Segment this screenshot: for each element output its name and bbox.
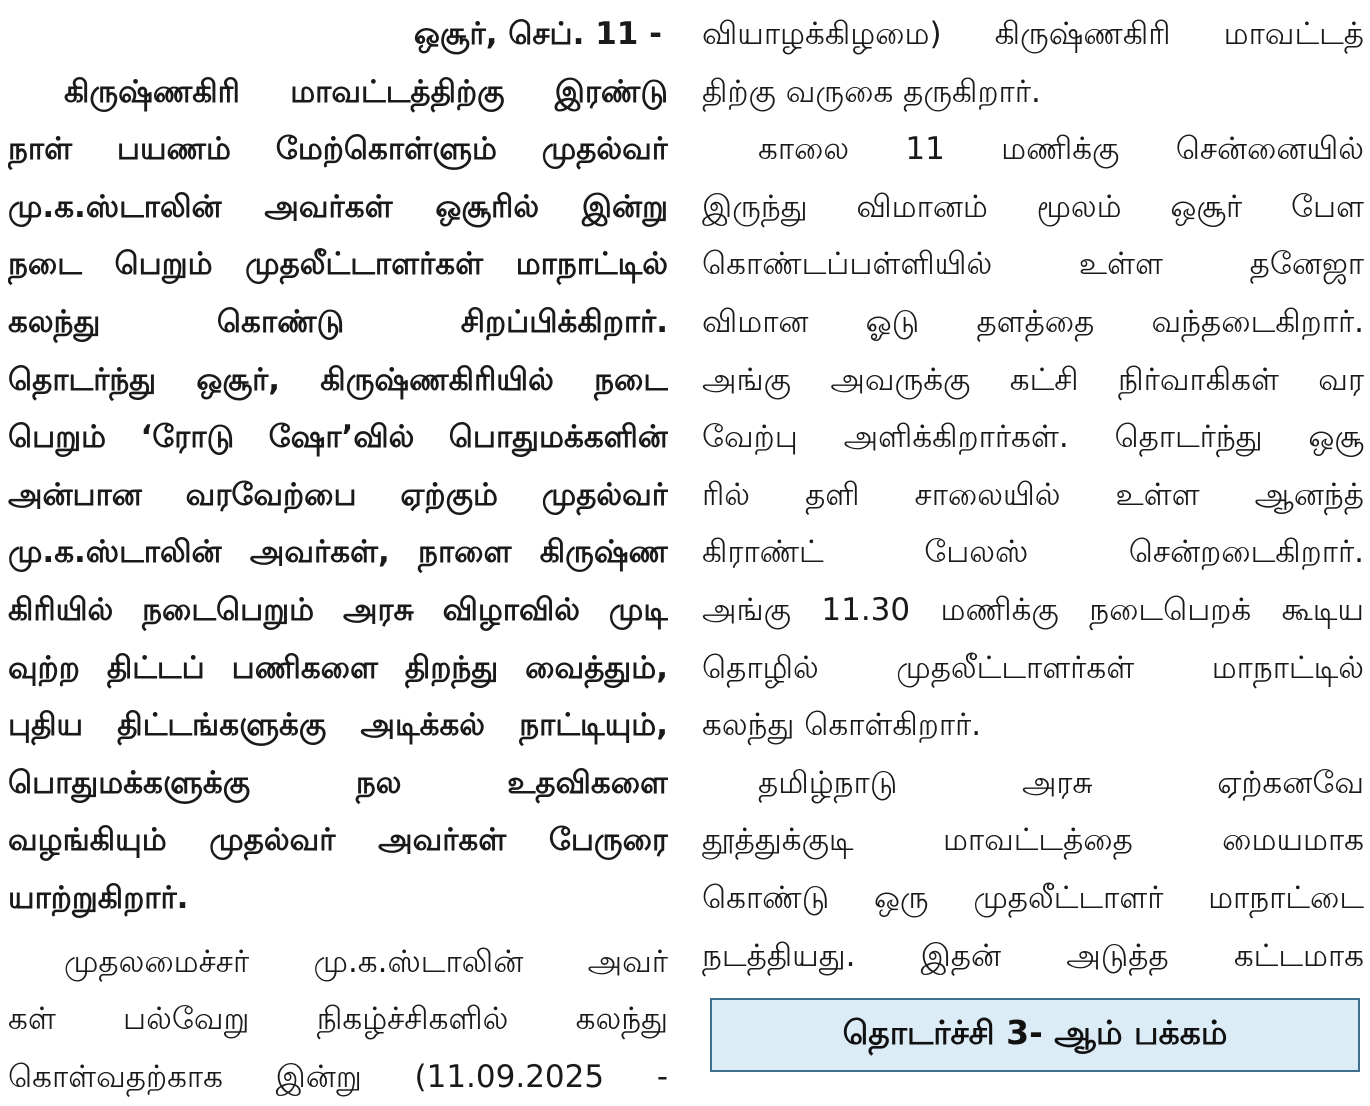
body-line: கொண்டு ஒரு முதலீட்டாளர் மாநாட்டை <box>702 879 1364 916</box>
body-line: திற்கு வருகை தருகிறார். <box>702 73 1041 110</box>
body-line: விமான ஓடு தளத்தை வந்தடைகிறார். <box>702 303 1364 340</box>
body-line: அங்கு 11.30 மணிக்கு நடைபெறக் கூடிய <box>702 591 1364 628</box>
continuation-label: தொடர்ச்சி 3- ஆம் பக்கம் <box>842 1013 1228 1052</box>
lead-line: யாற்றுகிறார். <box>8 879 189 916</box>
body-line: அங்கு அவருக்கு கட்சி நிர்வாகிகள் வர <box>702 361 1364 398</box>
body-line: கள் பல்வேறு நிகழ்ச்சிகளில் கலந்து <box>8 1001 668 1038</box>
body-line: காலை 11 மணிக்கு சென்னையில் <box>758 131 1364 168</box>
body-line: ரில் தளி சாலையில் உள்ள ஆனந்த் <box>702 476 1364 513</box>
body-line: கலந்து கொள்கிறார். <box>702 707 982 744</box>
lead-line: கிருஷ்ணகிரி மாவட்டத்திற்கு இரண்டு <box>64 73 668 110</box>
body-line: கொள்வதற்காக இன்று (11.09.2025 - <box>8 1058 668 1095</box>
body-line: வேற்பு அளிக்கிறார்கள். தொடர்ந்து ஒசூ <box>702 419 1364 456</box>
body-line: வியாழக்கிழமை) கிருஷ்ணகிரி மாவட்டத் <box>702 16 1364 52</box>
lead-line: வுற்ற திட்டப் பணிகளை திறந்து வைத்தும், <box>8 649 668 686</box>
continuation-box <box>710 998 1360 1072</box>
lead-line: நடை பெறும் முதலீட்டாளர்கள் மாநாட்டில் <box>8 246 668 283</box>
lead-line: தொடர்ந்து ஒசூர், கிருஷ்ணகிரியில் நடை <box>8 361 668 398</box>
body-line: தூத்துக்குடி மாவட்டத்தை மையமாக <box>702 822 1364 859</box>
lead-line: புதிய திட்டங்களுக்கு அடிக்கல் நாட்டியும், <box>8 707 668 744</box>
lead-line: கலந்து கொண்டு சிறப்பிக்கிறார். <box>8 303 668 340</box>
left-column <box>8 6 668 1106</box>
lead-line: மு.க.ஸ்டாலின் அவர்கள் ஒசூரில் இன்று <box>8 188 668 225</box>
body-line: நடத்தியது. இதன் அடுத்த கட்டமாக <box>702 937 1364 974</box>
lead-line: பொதுமக்களுக்கு நல உதவிகளை <box>8 764 668 801</box>
right-column <box>702 6 1364 985</box>
body-line: கொண்டப்பள்ளியில் உள்ள தனேஜா <box>702 246 1364 283</box>
body-line: தொழில் முதலீட்டாளர்கள் மாநாட்டில் <box>702 649 1364 686</box>
lead-line: பெறும் ‘ரோடு ஷோ’வில் பொதுமக்களின் <box>8 419 668 456</box>
body-line: முதலமைச்சர் மு.க.ஸ்டாலின் அவர் <box>64 943 668 980</box>
body-line: கிராண்ட் பேலஸ் சென்றடைகிறார். <box>702 534 1364 571</box>
lead-line: அன்பான வரவேற்பை ஏற்கும் முதல்வர் <box>8 476 668 513</box>
lead-line: கிரியில் நடைபெறும் அரசு விழாவில் முடி <box>8 591 668 628</box>
dateline: ஒசூர், செப். 11 - <box>413 16 662 52</box>
lead-line: வழங்கியும் முதல்வர் அவர்கள் பேருரை <box>8 822 668 859</box>
lead-line: நாள் பயணம் மேற்கொள்ளும் முதல்வர் <box>8 131 668 168</box>
lead-line: மு.க.ஸ்டாலின் அவர்கள், நாளை கிருஷ்ண <box>8 534 668 571</box>
body-line: தமிழ்நாடு அரசு ஏற்கனவே <box>758 764 1364 801</box>
body-line: இருந்து விமானம் மூலம் ஒசூர் பேள <box>702 188 1364 225</box>
